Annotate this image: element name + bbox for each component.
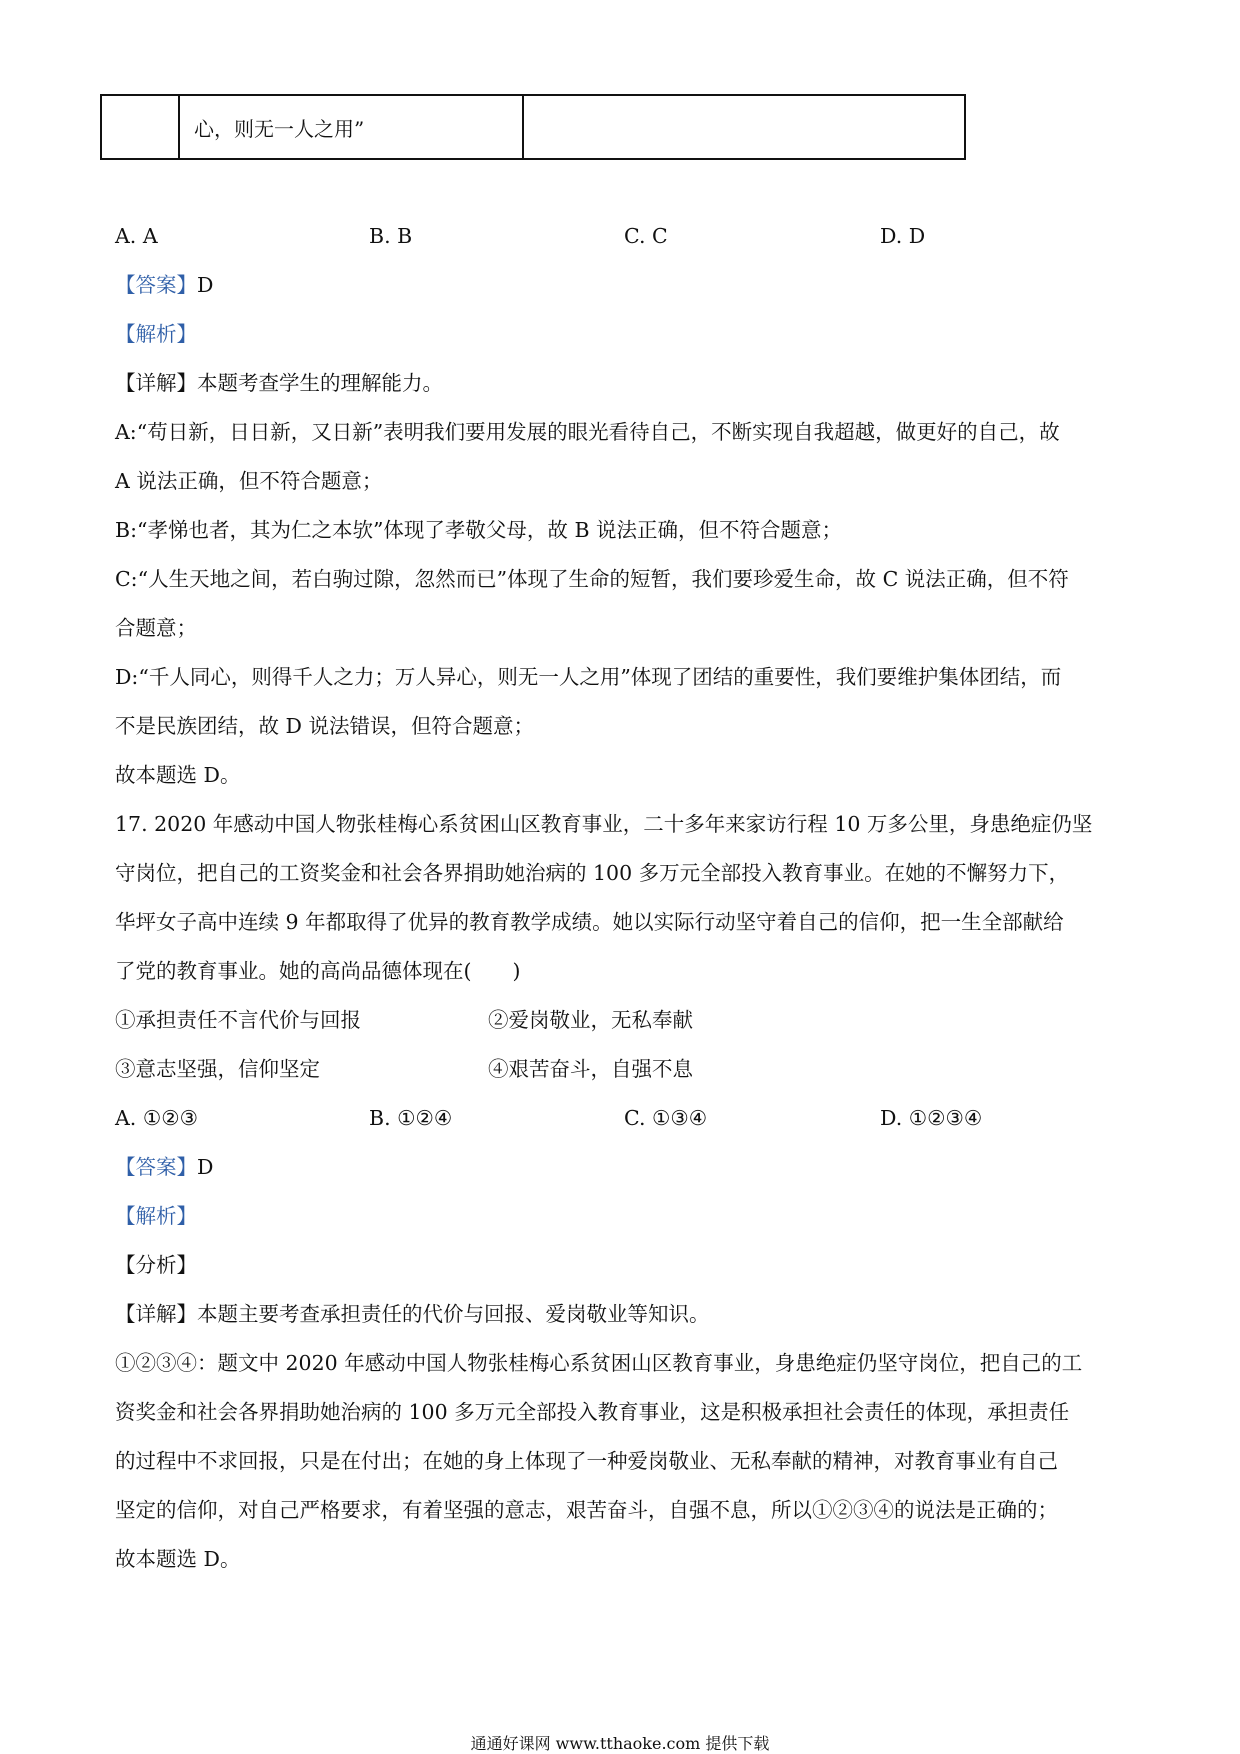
- q17-option-a: A. ①②③: [115, 1106, 198, 1130]
- table-fragment: [100, 94, 966, 160]
- q16-analysis-label: 【解析】: [115, 322, 197, 346]
- q16-option-a: A. A: [115, 224, 158, 248]
- q17-detail-line: 资奖金和社会各界捐助她治病的 100 多万元全部投入教育事业，这是积极承担社会责任的体现，承担责任: [115, 1400, 1070, 1424]
- q17-detail: [115, 1300, 710, 1328]
- q16-detail-line: D:“千人同心，则得千人之力；万人异心，则无一人之用”体现了团结的重要性，我们要维护集体团结，而: [115, 665, 1062, 689]
- answer-label: 【答案】: [115, 273, 197, 297]
- page-footer[interactable]: 通通好课网 www.tthaoke.com 提供下载: [470, 1734, 770, 1753]
- q17-option-b: B. ①②④: [369, 1106, 453, 1130]
- q17-stem-line: 了党的教育事业。她的高尚品德体现在( ): [115, 959, 521, 983]
- q16-option-c: C. C: [624, 224, 668, 248]
- detail-label: 【详解】: [115, 371, 197, 395]
- q17-detail-line: 故本题选 D。: [115, 1547, 241, 1571]
- q16-detail-line: C:“人生天地之间，若白驹过隙，忽然而已”体现了生命的短暂，我们要珍爱生命，故 C 说法正确，但不符: [115, 567, 1069, 591]
- answer-value: D: [197, 273, 214, 297]
- q16-detail-line: 故本题选 D。: [115, 763, 241, 787]
- q17-option-d: D. ①②③④: [880, 1106, 983, 1130]
- q16-detail: [115, 369, 443, 397]
- q17-analysis-label: 【解析】: [115, 1204, 197, 1228]
- q16-detail-line: A:“苟日新，日日新，又日新”表明我们要用发展的眼光看待自己，不断实现自我超越，做更好的自己，故: [115, 420, 1060, 444]
- q17-statement-2: ②爱岗敬业，无私奉献: [488, 1008, 693, 1032]
- q16-answer: [115, 271, 213, 299]
- answer-value: D: [197, 1155, 214, 1179]
- q17-stem-line: 守岗位，把自己的工资奖金和社会各界捐助她治病的 100 多万元全部投入教育事业。在她的不懈努力下，: [115, 861, 1070, 885]
- detail-intro: 本题主要考查承担责任的代价与回报、爱岗敬业等知识。: [197, 1302, 710, 1326]
- q16-option-d: D. D: [880, 224, 926, 248]
- q17-answer: [115, 1153, 213, 1181]
- q17-detail-line: 的过程中不求回报，只是在付出；在她的身上体现了一种爱岗敬业、无私奉献的精神，对教育事业有自己: [115, 1449, 1058, 1473]
- q16-detail-line: B:“孝悌也者，其为仁之本欤”体现了孝敬父母，故 B 说法正确，但不符合题意；: [115, 518, 843, 542]
- q17-statement-4: ④艰苦奋斗，自强不息: [488, 1057, 693, 1081]
- q17-detail-line: 坚定的信仰，对自己严格要求，有着坚强的意志，艰苦奋斗，自强不息，所以①②③④的说法是正确的；: [115, 1498, 1058, 1522]
- q17-statement-3: ③意志坚强，信仰坚定: [115, 1057, 320, 1081]
- q17-stem-line: 17. 2020 年感动中国人物张桂梅心系贫困山区教育事业，二十多年来家访行程 10 万多公里，身患绝症仍坚: [115, 812, 1093, 836]
- q17-statement-1: ①承担责任不言代价与回报: [115, 1008, 361, 1032]
- q17-detail-line: ①②③④：题文中 2020 年感动中国人物张桂梅心系贫困山区教育事业，身患绝症仍坚守岗位，把自己的工: [115, 1351, 1083, 1375]
- answer-label: 【答案】: [115, 1155, 197, 1179]
- q16-option-b: B. B: [369, 224, 413, 248]
- table-cell-3: [523, 95, 965, 159]
- detail-label: 【详解】: [115, 1302, 197, 1326]
- q17-stem-line: 华坪女子高中连续 9 年都取得了优异的教育教学成绩。她以实际行动坚守着自己的信仰，把一生全部献给: [115, 910, 1064, 934]
- q16-detail-line: A 说法正确，但不符合题意；: [115, 469, 383, 493]
- q16-detail-line: 合题意；: [115, 616, 197, 640]
- table-cell-2: 心，则无一人之用”: [179, 95, 523, 159]
- table-cell-1: [101, 95, 179, 159]
- q17-fenxi-label: 【分析】: [115, 1253, 197, 1277]
- q17-option-c: C. ①③④: [624, 1106, 708, 1130]
- detail-intro: 本题考查学生的理解能力。: [197, 371, 443, 395]
- q16-detail-line: 不是民族团结，故 D 说法错误，但符合题意；: [115, 714, 534, 738]
